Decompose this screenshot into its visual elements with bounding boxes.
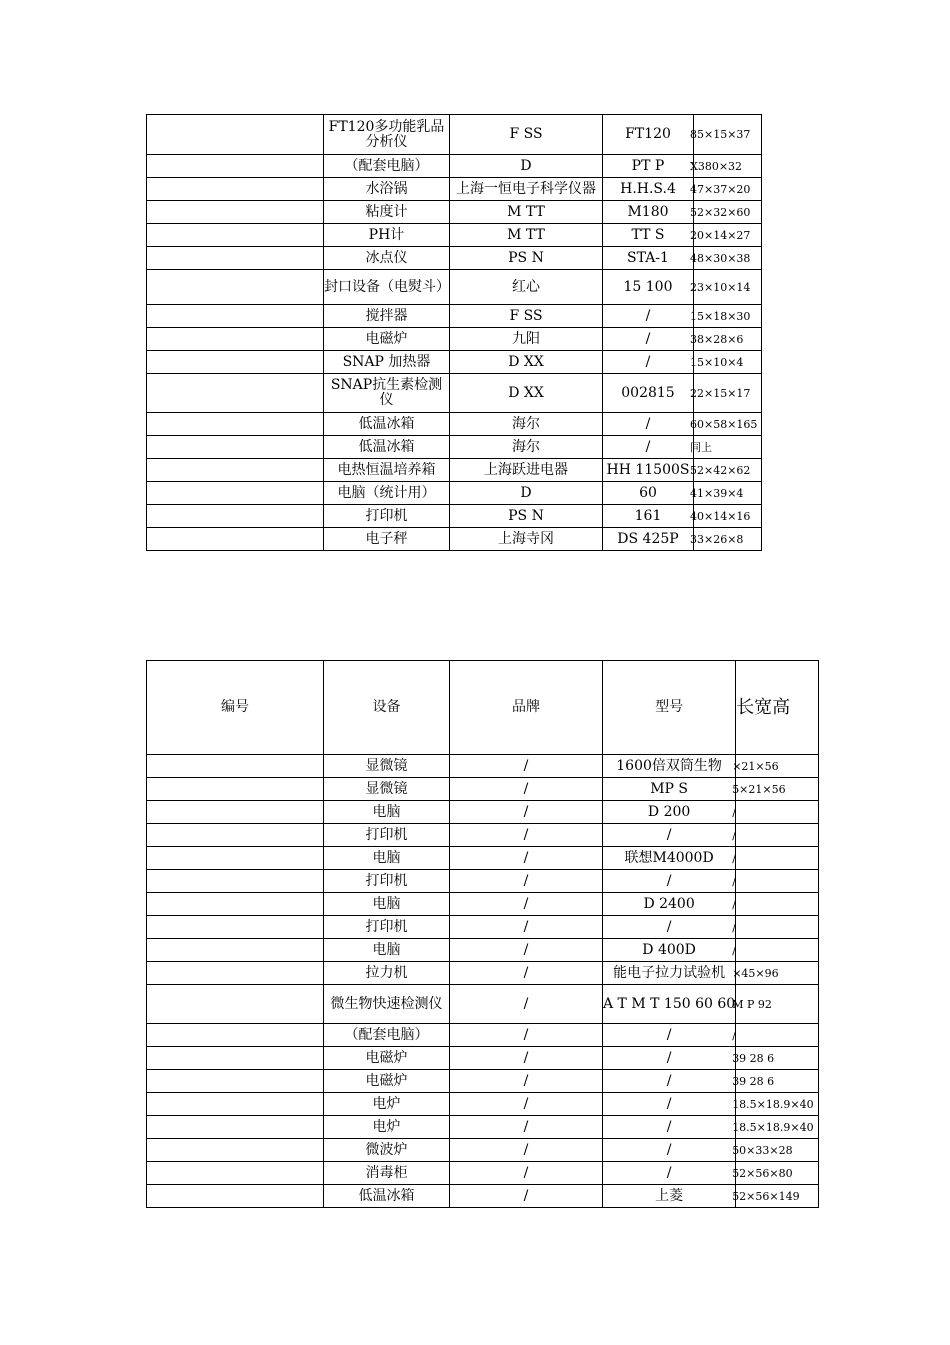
model-cell: / — [603, 916, 736, 939]
model-cell: / — [603, 328, 694, 351]
table-row — [147, 893, 819, 916]
brand-cell: / — [450, 985, 603, 1024]
brand-cell: PS N — [450, 505, 603, 528]
dims-text: 39 28 6 — [732, 1074, 775, 1088]
device-cell: 电子秤 — [324, 528, 450, 551]
model-cell: 联想M4000D — [603, 847, 736, 870]
dims-cell — [732, 1185, 818, 1208]
model-cell: / — [603, 351, 694, 374]
dims-text: / — [732, 943, 736, 957]
dims-cell — [690, 115, 762, 155]
device-cell: PH计 — [324, 224, 450, 247]
dims-cell — [732, 824, 818, 847]
id-cell — [147, 824, 324, 847]
brand-cell: / — [450, 824, 603, 847]
dims-cell — [690, 305, 762, 328]
table-row — [147, 459, 762, 482]
dims-text: 85×15×37 — [690, 128, 751, 141]
model-cell: / — [603, 1139, 736, 1162]
id-cell — [147, 1093, 324, 1116]
model-cell: MP S — [603, 778, 736, 801]
device-cell: 消毒柜 — [324, 1162, 450, 1185]
dims-cell — [732, 778, 818, 801]
dims-cell — [690, 270, 762, 305]
header-dims: 长宽高 — [736, 661, 818, 755]
id-cell — [147, 939, 324, 962]
header-brand: 品牌 — [450, 661, 603, 755]
id-cell — [147, 155, 324, 178]
dims-text: 52×56×149 — [732, 1189, 800, 1203]
dims-text: X380×32 — [690, 159, 743, 173]
dims-text: / — [732, 897, 736, 911]
table-row — [147, 824, 819, 847]
brand-cell: M TT — [450, 201, 603, 224]
table-row — [147, 939, 819, 962]
dims-text: 47×37×20 — [690, 182, 751, 196]
device-cell: 电磁炉 — [324, 1070, 450, 1093]
device-cell: 微生物快速检测仪 — [324, 985, 450, 1024]
brand-cell: / — [450, 870, 603, 893]
id-cell — [147, 962, 324, 985]
table-row — [147, 247, 762, 270]
model-cell: STA-1 — [603, 247, 694, 270]
model-cell: 1600倍双筒生物 — [603, 755, 736, 778]
device-cell: 电磁炉 — [324, 328, 450, 351]
header-model: 型号 — [603, 661, 736, 755]
device-cell: 电炉 — [324, 1116, 450, 1139]
model-cell: / — [603, 413, 694, 436]
table-row — [147, 778, 819, 801]
device-cell: 微波炉 — [324, 1139, 450, 1162]
model-cell: DS 425P — [603, 528, 694, 551]
device-cell: 打印机 — [324, 916, 450, 939]
dims-text: M P 92 — [732, 997, 772, 1011]
dims-text: / — [732, 851, 736, 865]
device-cell: 电炉 — [324, 1093, 450, 1116]
id-cell — [147, 1162, 324, 1185]
equipment-table-1 — [146, 114, 762, 551]
id-cell — [147, 247, 324, 270]
device-cell: 电热恒温培养箱 — [324, 459, 450, 482]
model-cell: 能电子拉力试验机 — [603, 962, 736, 985]
device-cell: 搅拌器 — [324, 305, 450, 328]
brand-cell: 九阳 — [450, 328, 603, 351]
brand-cell: D — [450, 482, 603, 505]
model-cell: / — [603, 1024, 736, 1047]
id-cell — [147, 201, 324, 224]
brand-cell: / — [450, 1047, 603, 1070]
device-cell: 低温冰箱 — [324, 436, 450, 459]
table-row — [147, 505, 762, 528]
dims-text: 52×42×62 — [690, 463, 751, 477]
id-cell — [147, 755, 324, 778]
dims-cell — [732, 985, 818, 1024]
brand-cell: 海尔 — [450, 413, 603, 436]
model-cell: / — [603, 1093, 736, 1116]
dims-cell — [690, 436, 762, 459]
table-row — [147, 1024, 819, 1047]
table-row — [147, 1093, 819, 1116]
id-cell — [147, 436, 324, 459]
brand-cell: / — [450, 1185, 603, 1208]
dims-text: / — [732, 805, 736, 819]
model-cell: / — [603, 305, 694, 328]
dims-cell — [732, 1162, 818, 1185]
id-cell — [147, 528, 324, 551]
model-cell: / — [603, 1047, 736, 1070]
id-cell — [147, 505, 324, 528]
model-cell: 161 — [603, 505, 694, 528]
device-cell: 显微镜 — [324, 755, 450, 778]
id-cell — [147, 413, 324, 436]
model-cell: / — [603, 1116, 736, 1139]
model-cell: D 200 — [603, 801, 736, 824]
dims-cell — [732, 801, 818, 824]
model-cell: HH 11500S — [603, 459, 694, 482]
dims-text: 41×39×4 — [690, 486, 744, 500]
dims-cell — [690, 528, 762, 551]
id-cell — [147, 778, 324, 801]
table-row — [147, 1116, 819, 1139]
id-cell — [147, 374, 324, 413]
device-cell: 粘度计 — [324, 201, 450, 224]
table-row — [147, 528, 762, 551]
device-cell: 水浴锅 — [324, 178, 450, 201]
model-cell: D 400D — [603, 939, 736, 962]
table-row — [147, 351, 762, 374]
table-row — [147, 1047, 819, 1070]
table-row — [147, 155, 762, 178]
table-row — [147, 847, 819, 870]
id-cell — [147, 847, 324, 870]
table-row — [147, 801, 819, 824]
dims-cell — [690, 351, 762, 374]
table-row — [147, 870, 819, 893]
id-cell — [147, 1116, 324, 1139]
brand-cell: D XX — [450, 374, 603, 413]
model-cell: M180 — [603, 201, 694, 224]
table-row — [147, 436, 762, 459]
model-cell: 60 — [603, 482, 694, 505]
device-cell: FT120多功能乳品分析仪 — [324, 115, 450, 155]
device-cell: 低温冰箱 — [324, 413, 450, 436]
dims-cell — [732, 1139, 818, 1162]
model-cell: H.H.S.4 — [603, 178, 694, 201]
brand-cell: / — [450, 801, 603, 824]
table-row — [147, 178, 762, 201]
dims-cell — [690, 178, 762, 201]
id-cell — [147, 305, 324, 328]
dims-text: 60×58×165 — [690, 417, 758, 431]
model-cell: 上菱 — [603, 1185, 736, 1208]
dims-cell — [690, 413, 762, 436]
table-row — [147, 1070, 819, 1093]
dims-text: 48×30×38 — [690, 251, 751, 265]
id-cell — [147, 985, 324, 1024]
device-cell: 电脑 — [324, 893, 450, 916]
dims-cell — [732, 893, 818, 916]
brand-cell: F SS — [450, 115, 603, 155]
brand-cell: / — [450, 939, 603, 962]
device-cell: 显微镜 — [324, 778, 450, 801]
id-cell — [147, 482, 324, 505]
brand-cell: / — [450, 778, 603, 801]
table-row — [147, 270, 762, 305]
brand-cell: / — [450, 847, 603, 870]
device-cell: 电脑 — [324, 801, 450, 824]
device-cell: SNAP 加热器 — [324, 351, 450, 374]
id-cell — [147, 328, 324, 351]
table-row — [147, 413, 762, 436]
dims-cell — [732, 939, 818, 962]
id-cell — [147, 459, 324, 482]
dims-text: / — [732, 920, 736, 934]
table-row — [147, 115, 762, 155]
brand-cell: M TT — [450, 224, 603, 247]
brand-cell: PS N — [450, 247, 603, 270]
brand-cell: / — [450, 1070, 603, 1093]
dims-cell — [732, 755, 818, 778]
brand-cell: / — [450, 1024, 603, 1047]
id-cell — [147, 115, 324, 155]
dims-text: 38×28×6 — [690, 332, 744, 346]
dims-text: 5×21×56 — [732, 782, 786, 796]
header-device: 设备 — [324, 661, 450, 755]
device-cell: 电脑 — [324, 939, 450, 962]
id-cell — [147, 178, 324, 201]
equipment-table-2 — [146, 660, 819, 1208]
dims-text: 23×10×14 — [690, 280, 751, 294]
dims-text: ×45×96 — [732, 966, 779, 980]
dims-cell — [690, 505, 762, 528]
dims-text: 15×18×30 — [690, 309, 751, 323]
brand-cell: 上海寺冈 — [450, 528, 603, 551]
dims-text: 20×14×27 — [690, 228, 751, 242]
dims-cell — [690, 247, 762, 270]
id-cell — [147, 893, 324, 916]
device-cell: 打印机 — [324, 824, 450, 847]
table-row — [147, 305, 762, 328]
table-row — [147, 916, 819, 939]
brand-cell: / — [450, 755, 603, 778]
brand-cell: / — [450, 916, 603, 939]
dims-text: 同上 — [690, 440, 712, 454]
dims-text: 15×10×4 — [690, 355, 744, 369]
model-cell: 15 100 — [603, 270, 694, 305]
dims-text: 52×56×80 — [732, 1166, 793, 1180]
brand-cell: 红心 — [450, 270, 603, 305]
dims-cell — [690, 482, 762, 505]
id-cell — [147, 1024, 324, 1047]
dims-cell — [732, 847, 818, 870]
model-cell: TT S — [603, 224, 694, 247]
dims-text: / — [732, 1028, 736, 1042]
table-row — [147, 1185, 819, 1208]
id-cell — [147, 270, 324, 305]
model-cell: / — [603, 1070, 736, 1093]
dims-text: 50×33×28 — [732, 1143, 793, 1157]
header-id: 编号 — [147, 661, 324, 755]
id-cell — [147, 1047, 324, 1070]
model-cell: A T M T 150 60 60 — [603, 985, 736, 1024]
table-row — [147, 328, 762, 351]
dims-text: 22×15×17 — [690, 386, 751, 400]
device-cell: 电脑（统计用） — [324, 482, 450, 505]
dims-cell — [732, 1070, 818, 1093]
dims-text: 18.5×18.9×40 — [732, 1120, 814, 1134]
dims-cell — [732, 916, 818, 939]
model-cell: / — [603, 870, 736, 893]
brand-cell: / — [450, 1139, 603, 1162]
table-row — [147, 1162, 819, 1185]
model-cell: / — [603, 824, 736, 847]
model-cell: FT120 — [603, 115, 694, 155]
dims-text: 40×14×16 — [690, 509, 751, 523]
dims-cell — [690, 374, 762, 413]
table-row — [147, 985, 819, 1024]
id-cell — [147, 351, 324, 374]
dims-cell — [732, 1024, 818, 1047]
model-cell: 002815 — [603, 374, 694, 413]
dims-cell — [690, 224, 762, 247]
device-cell: 打印机 — [324, 870, 450, 893]
dims-cell — [690, 328, 762, 351]
dims-text: 18.5×18.9×40 — [732, 1097, 814, 1111]
id-cell — [147, 224, 324, 247]
model-cell: / — [603, 436, 694, 459]
dims-text: 52×32×60 — [690, 205, 751, 219]
dims-text: 33×26×8 — [690, 532, 744, 546]
table-row — [147, 1139, 819, 1162]
device-cell: 打印机 — [324, 505, 450, 528]
device-cell: 电磁炉 — [324, 1047, 450, 1070]
brand-cell: / — [450, 893, 603, 916]
dims-text: / — [732, 828, 736, 842]
brand-cell: 上海跃进电器 — [450, 459, 603, 482]
device-cell: （配套电脑） — [324, 155, 450, 178]
brand-cell: / — [450, 962, 603, 985]
model-cell: D 2400 — [603, 893, 736, 916]
id-cell — [147, 1070, 324, 1093]
model-cell: / — [603, 1162, 736, 1185]
table-row — [147, 755, 819, 778]
device-cell: 拉力机 — [324, 962, 450, 985]
table-row — [147, 962, 819, 985]
brand-cell: 海尔 — [450, 436, 603, 459]
brand-cell: F SS — [450, 305, 603, 328]
id-cell — [147, 870, 324, 893]
id-cell — [147, 801, 324, 824]
table-row — [147, 201, 762, 224]
device-cell: 低温冰箱 — [324, 1185, 450, 1208]
brand-cell: D — [450, 155, 603, 178]
id-cell — [147, 916, 324, 939]
table-row — [147, 224, 762, 247]
brand-cell: / — [450, 1116, 603, 1139]
brand-cell: / — [450, 1162, 603, 1185]
header-row — [147, 661, 819, 755]
device-cell: （配套电脑） — [324, 1024, 450, 1047]
id-cell — [147, 1185, 324, 1208]
dims-cell — [732, 962, 818, 985]
brand-cell: D XX — [450, 351, 603, 374]
table-row — [147, 482, 762, 505]
device-cell: 冰点仪 — [324, 247, 450, 270]
dims-cell — [690, 459, 762, 482]
device-cell: 封口设备（电熨斗） — [324, 270, 450, 305]
table-row — [147, 374, 762, 413]
dims-cell — [690, 201, 762, 224]
dims-text: ×21×56 — [732, 759, 779, 773]
device-cell: 电脑 — [324, 847, 450, 870]
model-cell: PT P — [603, 155, 694, 178]
dims-cell — [732, 1047, 818, 1070]
dims-text: / — [732, 874, 736, 888]
id-cell — [147, 1139, 324, 1162]
dims-cell — [732, 870, 818, 893]
device-cell: SNAP抗生素检测仪 — [324, 374, 450, 413]
brand-cell: / — [450, 1093, 603, 1116]
dims-text: 39 28 6 — [732, 1051, 775, 1065]
dims-cell — [732, 1116, 818, 1139]
dims-cell — [732, 1093, 818, 1116]
dims-cell — [690, 155, 762, 178]
brand-cell: 上海一恒电子科学仪器 — [450, 178, 603, 201]
